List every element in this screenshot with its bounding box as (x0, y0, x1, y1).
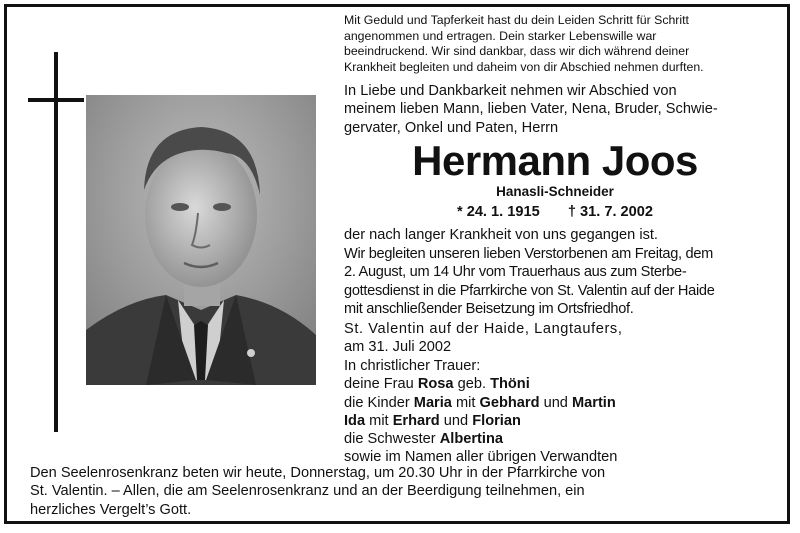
portrait-illustration (86, 95, 316, 385)
deceased-nickname: Hanasli-Schneider (496, 184, 614, 199)
with-word: mit (455, 394, 476, 411)
wife-maiden-name: Thöni (490, 376, 530, 393)
funeral-line: mit anschließender Beisetzung im Ortsfriedhof. (344, 300, 634, 317)
portrait-photo (86, 95, 316, 385)
child-name: Martin (572, 394, 616, 411)
intro-line: Krankheit begleiten und daheim von dir Abschied nehmen durften. (344, 59, 704, 74)
rosary-line: herzliches Vergelt’s Gott. (30, 501, 192, 518)
wife-geb: geb. (457, 376, 486, 393)
funeral-line: gottesdienst in die Pfarrkirche von St. Valentin auf der Haide (344, 282, 715, 299)
grandchild-name: Florian (472, 412, 521, 429)
funeral-details (344, 245, 764, 318)
mourner-wife (344, 375, 764, 393)
deceased-name: Hermann Joos (412, 137, 698, 184)
children-prefix: die Kinder (344, 394, 410, 411)
lead-line: gervater, Onkel und Paten, Herrn (344, 119, 559, 136)
mourners-heading: In christlicher Trauer: (344, 358, 481, 374)
date-line: am 31. Juli 2002 (344, 339, 452, 356)
place-line: St. Valentin auf der Haide, Langtaufers, (344, 321, 623, 337)
and-word: und (543, 394, 568, 411)
cross-vertical-bar (54, 52, 58, 432)
intro-line: angenommen und ertragen. Dein starker Lebenswille war (344, 28, 657, 43)
lead-line: meinem lieben Mann, lieben Vater, Nena, Bruder, Schwie- (344, 101, 718, 118)
birth-date: * 24. 1. 1915 (456, 204, 540, 220)
life-dates (330, 203, 780, 221)
cross-horizontal-bar (28, 98, 84, 102)
child-spouse-name: Erhard (392, 412, 440, 429)
wife-prefix: deine Frau (344, 376, 414, 393)
rosary-line: St. Valentin. – Allen, die am Seelenrosenkranz und an der Beerdigung teilnehmen, ein (30, 483, 585, 500)
with-word: mit (369, 412, 389, 429)
child-name: Maria (413, 394, 452, 411)
sister-name: Albertina (439, 431, 503, 448)
mourner-children (344, 394, 764, 412)
lead-line: In Liebe und Dankbarkeit nehmen wir Abschied von (344, 83, 677, 99)
mourner-children-cont (344, 412, 764, 430)
child-name: Ida (344, 412, 366, 429)
sister-prefix: die Schwester (344, 431, 436, 448)
wife-name: Rosa (417, 376, 454, 393)
mourners-list (344, 357, 764, 467)
intro-quote (344, 13, 764, 75)
rosary-line: Den Seelenrosenkranz beten wir heute, Donnerstag, um 20.30 Uhr in der Pfarrkirche von (30, 465, 606, 481)
child-spouse-name: Gebhard (479, 394, 540, 411)
funeral-line: Wir begleiten unseren lieben Verstorbenen am Freitag, dem (344, 246, 714, 262)
and-word: und (443, 412, 469, 429)
mourner-sister (344, 430, 764, 448)
farewell-lead (344, 82, 764, 137)
mourner-relatives: sowie im Namen aller übrigen Verwandten (344, 449, 618, 466)
death-date: † 31. 7. 2002 (567, 204, 654, 220)
funeral-line: 2. August, um 14 Uhr vom Trauerhaus aus zum Sterbe- (344, 264, 687, 281)
rosary-announcement (30, 464, 766, 519)
passed-away-text: der nach langer Krankheit von uns gegangen ist. (344, 227, 658, 243)
place-and-date (344, 320, 764, 357)
intro-line: Mit Geduld und Tapferkeit hast du dein Leiden Schritt für Schritt (344, 13, 689, 27)
intro-line: beeindruckend. Wir sind dankbar, dass wir dich während deiner (344, 44, 690, 59)
